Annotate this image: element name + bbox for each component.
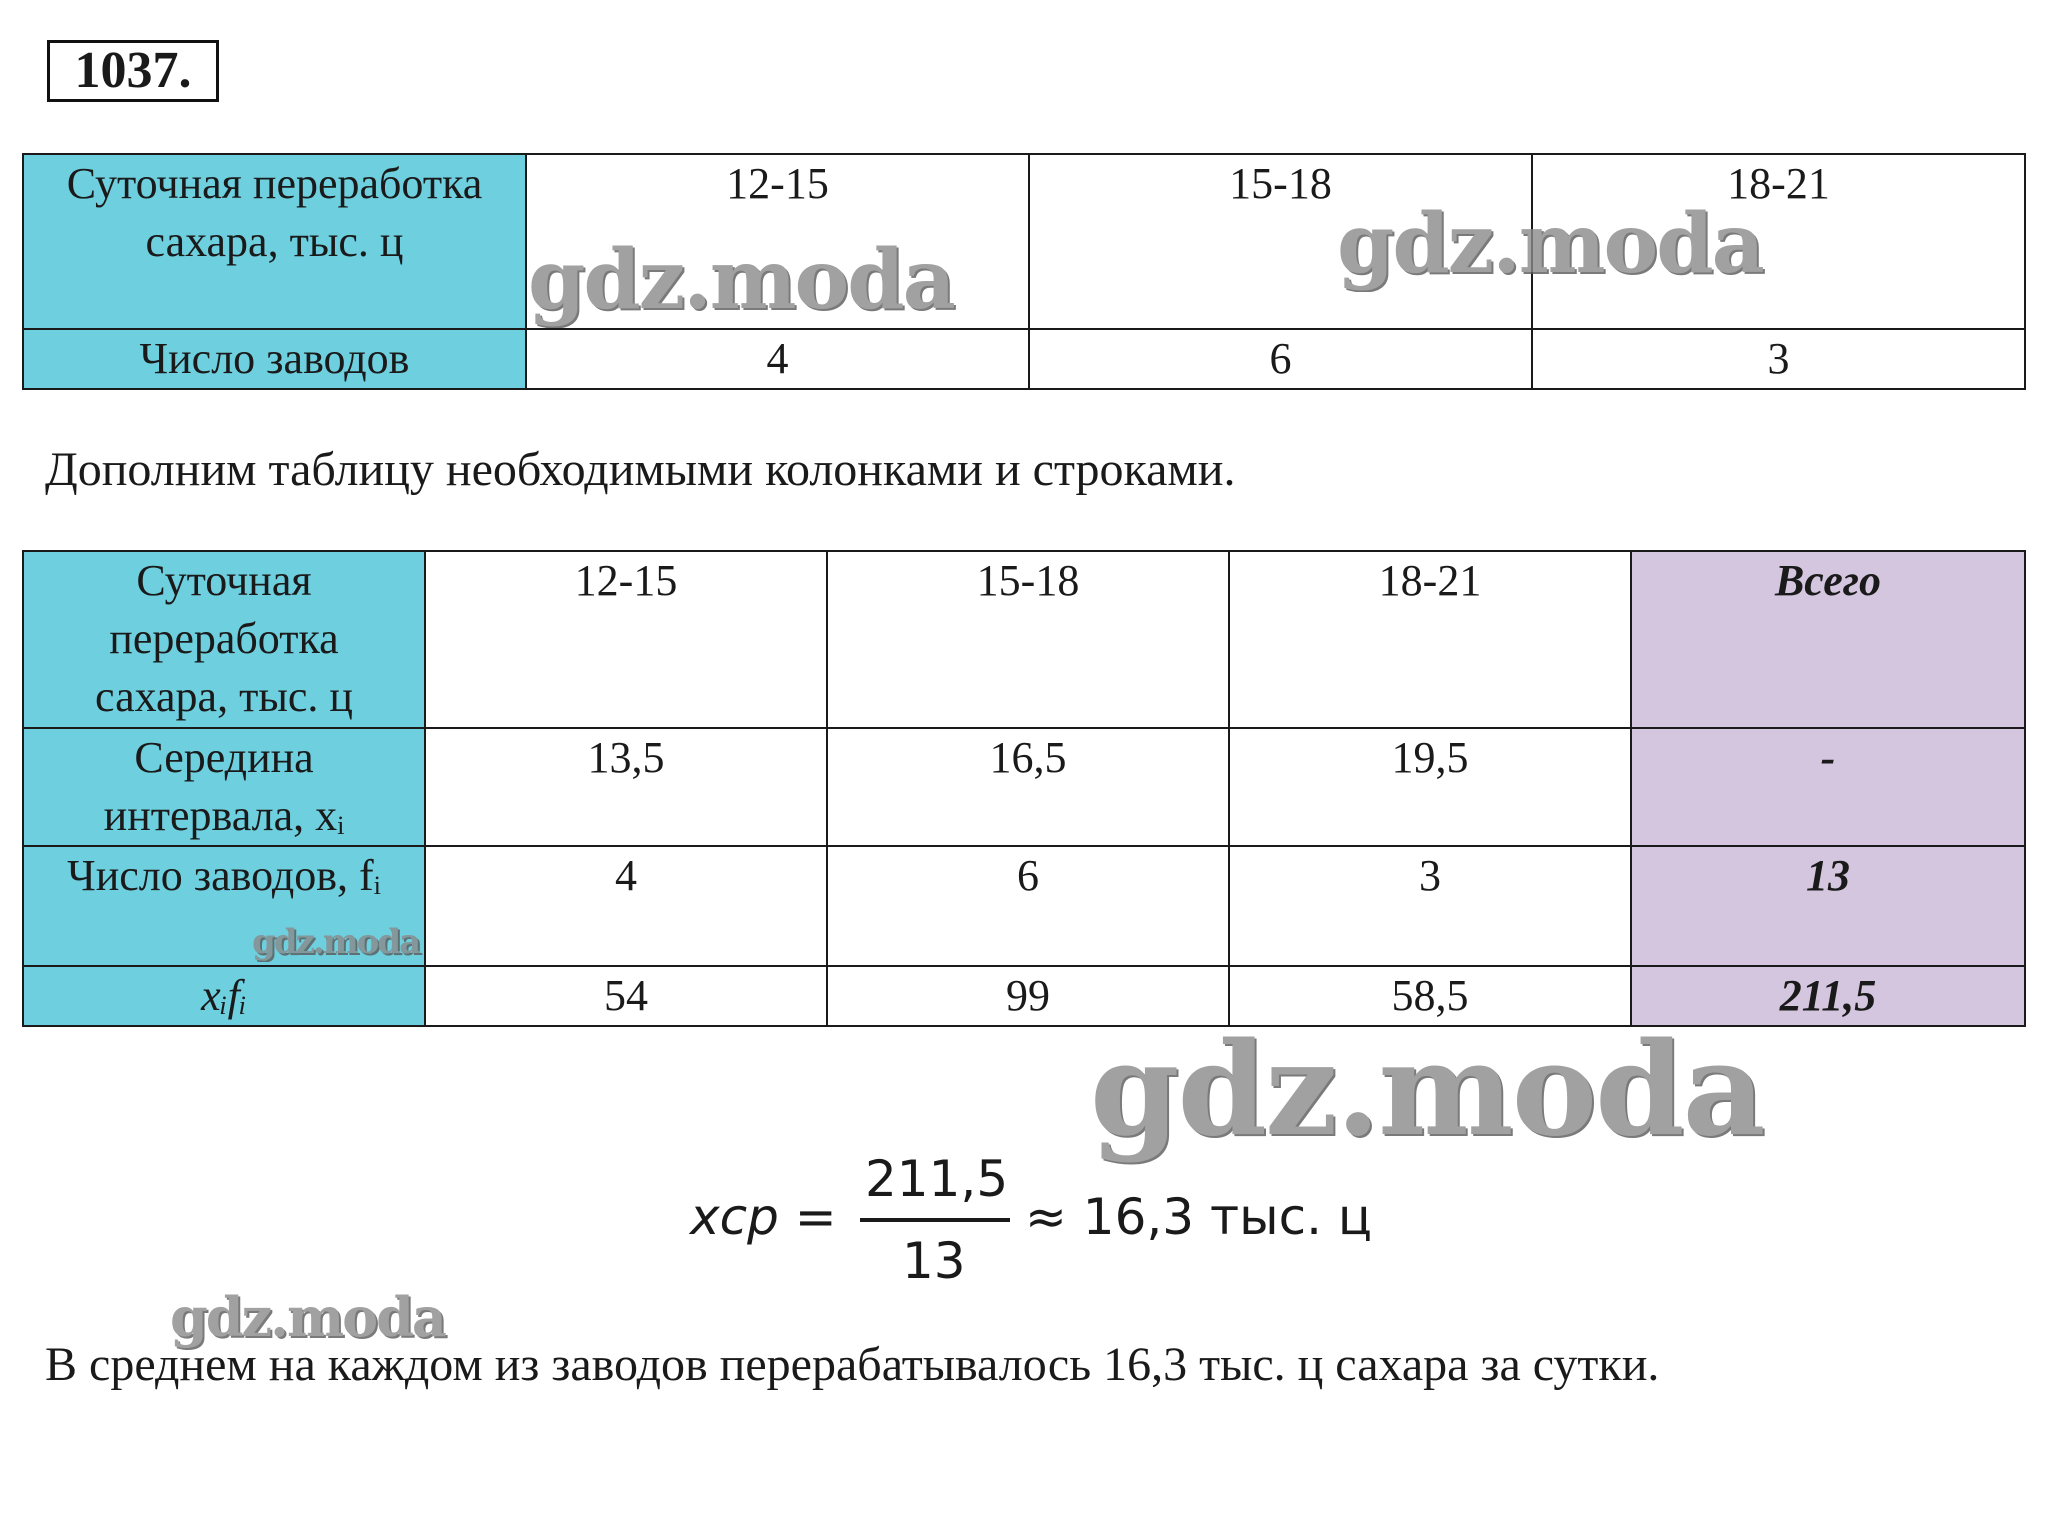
table1-interval: 12-15 (526, 154, 1029, 329)
table2-midpoint: 16,5 (827, 728, 1229, 846)
table2-product: 99 (827, 966, 1229, 1026)
watermark: gdz.moda (1337, 196, 1763, 292)
table2-count: 6 (827, 846, 1229, 966)
table2-interval: 12-15 (425, 551, 827, 728)
table1-count: 4 (526, 329, 1029, 389)
watermark: gdz.moda (1090, 1015, 1764, 1165)
watermark: gdz.moda (170, 1285, 445, 1349)
intro-sentence: Дополним таблицу необходимыми колонками и строками. (45, 443, 1236, 496)
watermark: gdz.moda (528, 232, 954, 328)
table1-count: 3 (1532, 329, 2025, 389)
watermark: gdz.moda (252, 922, 420, 962)
problem-number: 1037. (47, 40, 219, 102)
table2-product-label: xᵢfᵢ (23, 966, 425, 1026)
table2-row-header: Суточная переработка сахара, тыс. ц (23, 551, 425, 728)
formula-result: ≈ 16,3 тыс. ц (1025, 1188, 1372, 1246)
table1-row-header: Суточная переработка сахара, тыс. ц (23, 154, 526, 329)
table2-midpoint-label: Середина интервала, xᵢ (23, 728, 425, 846)
table2-count: 4 (425, 846, 827, 966)
table1-interval: 18-21 (1532, 154, 2025, 329)
table1-interval: 15-18 (1029, 154, 1532, 329)
table2-midpoint: 13,5 (425, 728, 827, 846)
table2-midpoint: 19,5 (1229, 728, 1631, 846)
table2-product: 54 (425, 966, 827, 1026)
table2-count-total: 13 (1631, 846, 2025, 966)
table2-interval: 18-21 (1229, 551, 1631, 728)
formula-lhs: xср = (690, 1188, 837, 1246)
table1-count: 6 (1029, 329, 1532, 389)
table2-count: 3 (1229, 846, 1631, 966)
table2-midpoint-total: - (1631, 728, 2025, 846)
formula-numerator: 211,5 (865, 1150, 1009, 1208)
table2-interval: 15-18 (827, 551, 1229, 728)
formula-denominator: 13 (902, 1232, 966, 1290)
table2-count-label: Число заводов, fᵢ (23, 846, 425, 966)
table1-count-label: Число заводов (23, 329, 526, 389)
fraction-bar (860, 1218, 1010, 1222)
table2-product: 58,5 (1229, 966, 1631, 1026)
conclusion-text: В среднем на каждом из заводов перерабатывалось 16,3 тыс. ц сахара за сутки. (45, 1338, 1660, 1391)
table2-product-total: 211,5 (1631, 966, 2025, 1026)
table2-total-label: Всего (1631, 551, 2025, 728)
